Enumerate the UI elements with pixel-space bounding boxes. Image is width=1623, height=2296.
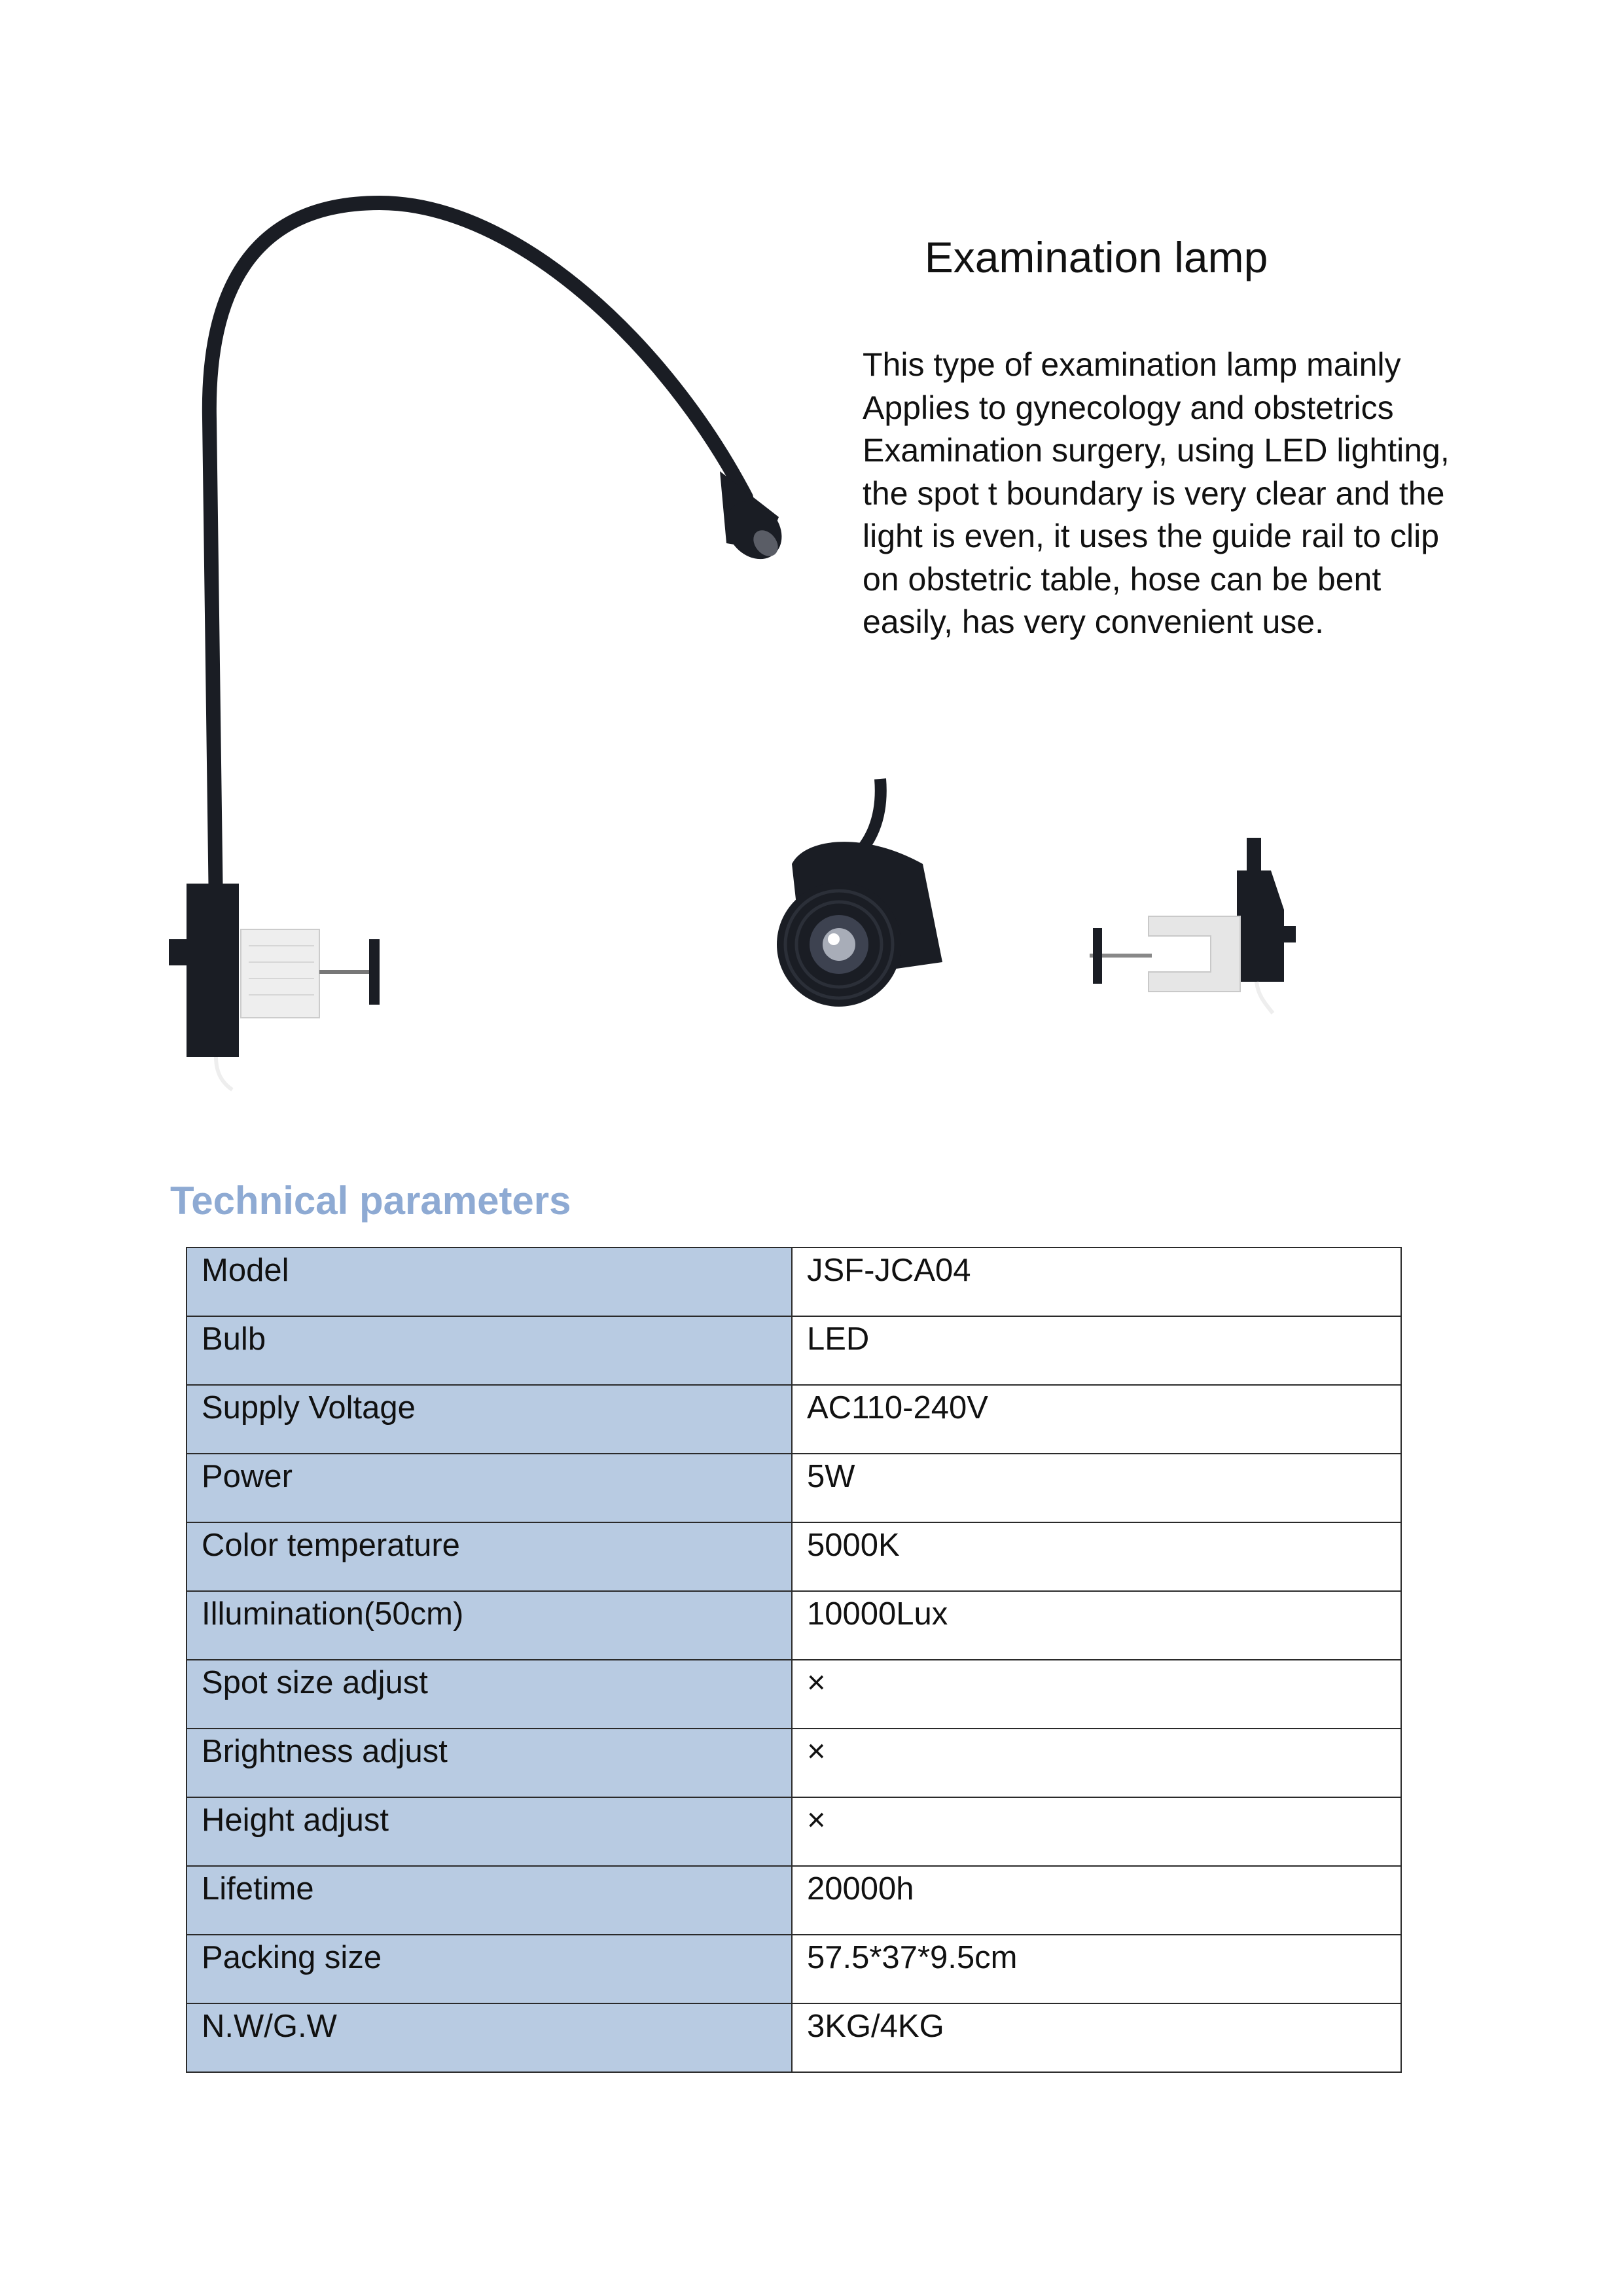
table-row bbox=[187, 1385, 1401, 1454]
description-line: Examination surgery, using LED lighting, bbox=[863, 432, 1450, 469]
rail-clamp-image bbox=[1080, 831, 1329, 1028]
param-value: 20000h bbox=[792, 1866, 1401, 1935]
table-row bbox=[187, 1454, 1401, 1522]
description-line: on obstetric table, hose can be bent bbox=[863, 560, 1382, 598]
product-title: Examination lamp bbox=[924, 233, 1268, 281]
param-value: LED bbox=[792, 1316, 1401, 1385]
table-row bbox=[187, 1591, 1401, 1660]
table-row bbox=[187, 1797, 1401, 1866]
technical-parameters-heading: Technical parameters bbox=[170, 1179, 571, 1223]
table-row bbox=[187, 1866, 1401, 1935]
gooseneck-lamp-image bbox=[151, 177, 805, 1093]
param-name: Spot size adjust bbox=[187, 1660, 792, 1729]
table-row bbox=[187, 1247, 1401, 1316]
table-row bbox=[187, 1522, 1401, 1591]
param-value: × bbox=[792, 1797, 1401, 1866]
param-name: Color temperature bbox=[187, 1522, 792, 1591]
table-row bbox=[187, 1660, 1401, 1729]
param-name: N.W/G.W bbox=[187, 2003, 792, 2072]
param-value: × bbox=[792, 1729, 1401, 1797]
table-row bbox=[187, 1316, 1401, 1385]
param-value: 5W bbox=[792, 1454, 1401, 1522]
param-value: 57.5*37*9.5cm bbox=[792, 1935, 1401, 2003]
description-line: Applies to gynecology and obstetrics bbox=[863, 389, 1394, 426]
param-value: 5000K bbox=[792, 1522, 1401, 1591]
lamp-head-image bbox=[766, 772, 962, 1021]
param-name: Illumination(50cm) bbox=[187, 1591, 792, 1660]
param-name: Power bbox=[187, 1454, 792, 1522]
description-line: This type of examination lamp mainly bbox=[863, 346, 1401, 383]
param-value: JSF-JCA04 bbox=[792, 1247, 1401, 1316]
param-name: Height adjust bbox=[187, 1797, 792, 1866]
param-value: × bbox=[792, 1660, 1401, 1729]
param-name: Model bbox=[187, 1247, 792, 1316]
product-description bbox=[863, 344, 1517, 644]
table-row bbox=[187, 1729, 1401, 1797]
param-name: Lifetime bbox=[187, 1866, 792, 1935]
param-name: Supply Voltage bbox=[187, 1385, 792, 1454]
param-value: 3KG/4KG bbox=[792, 2003, 1401, 2072]
description-line: light is even, it uses the guide rail to clip bbox=[863, 518, 1440, 554]
param-name: Brightness adjust bbox=[187, 1729, 792, 1797]
description-line: easily, has very convenient use. bbox=[863, 603, 1325, 640]
technical-parameters-table bbox=[186, 1247, 1402, 2073]
param-name: Packing size bbox=[187, 1935, 792, 2003]
param-value: 10000Lux bbox=[792, 1591, 1401, 1660]
param-name: Bulb bbox=[187, 1316, 792, 1385]
description-line: the spot t boundary is very clear and the bbox=[863, 475, 1445, 512]
table-row bbox=[187, 1935, 1401, 2003]
param-value: AC110-240V bbox=[792, 1385, 1401, 1454]
table-row bbox=[187, 2003, 1401, 2072]
